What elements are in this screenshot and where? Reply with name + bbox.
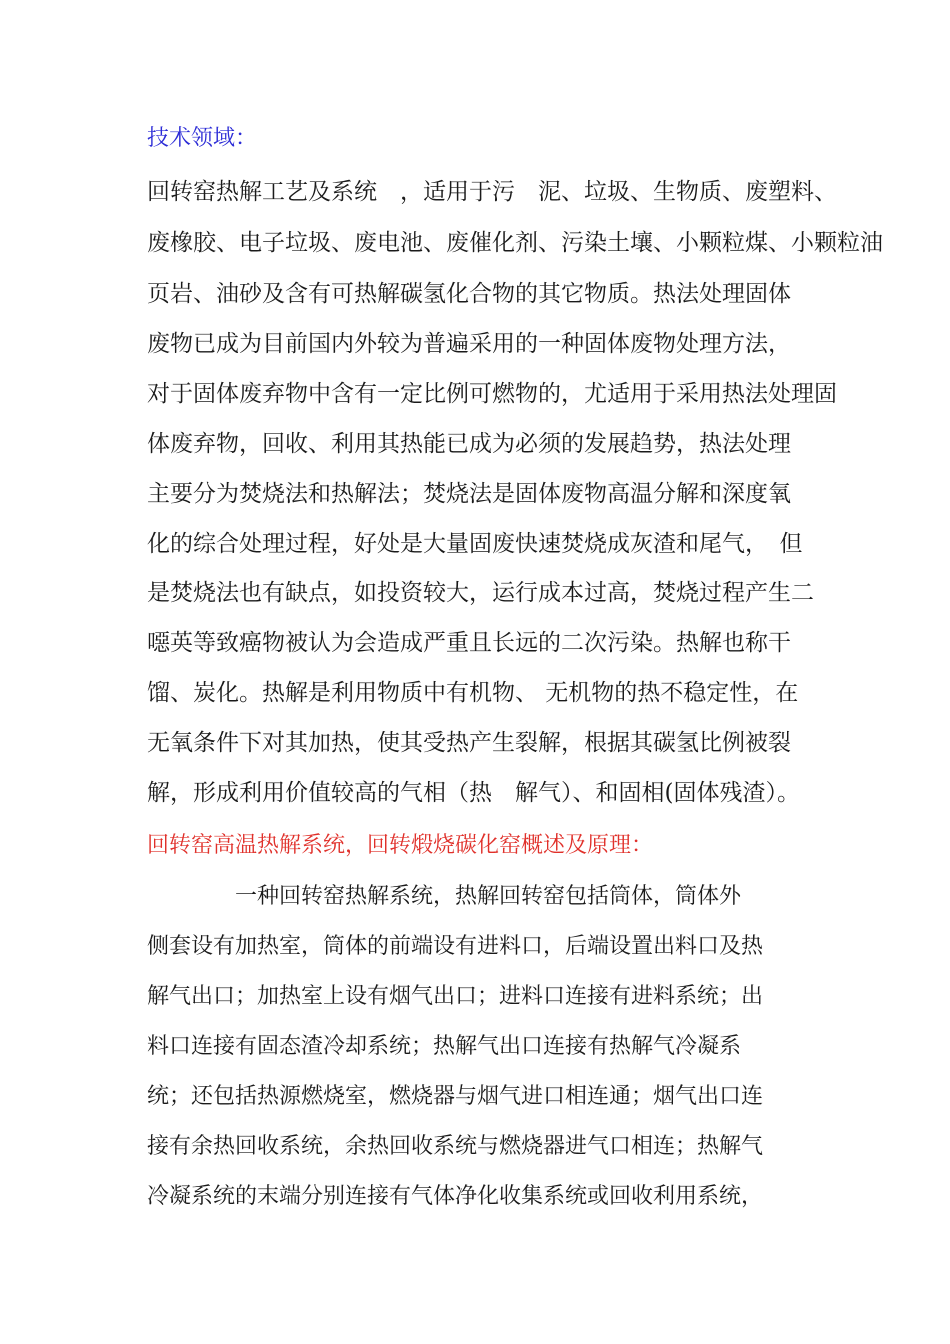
paragraph-line: 接有余热回收系统，余热回收系统与燃烧器进气口相连；热解气	[147, 1134, 764, 1159]
section-heading-system-overview: 回转窑高温热解系统，回转煅烧碳化窑概述及原理：	[147, 833, 654, 858]
paragraph-line: 废物已成为目前国内外较为普遍采用的一种固体废物处理方法，	[147, 331, 791, 357]
paragraph-line: 统；还包括热源燃烧室，燃烧器与烟气进口相连通；烟气出口连	[147, 1084, 764, 1109]
paragraph-line: 解，形成利用价值较高的气相（热 解气）、和固相(固体残渣）。	[147, 780, 800, 806]
paragraph-line: 馏、炭化。热解是利用物质中有机物、 无机物的热不稳定性，在	[147, 680, 799, 706]
paragraph-line: 对于固体废弃物中含有一定比例可燃物的，尤适用于采用热法处理固	[147, 381, 837, 407]
paragraph-line: 废橡胶、电子垃圾、废电池、废催化剂、污染土壤、小颗粒煤、小颗粒油	[147, 230, 883, 256]
paragraph-line: 噁英等致癌物被认为会造成严重且长远的二次污染。热解也称干	[147, 630, 791, 656]
paragraph-line: 解气出口；加热室上设有烟气出口；进料口连接有进料系统；出	[147, 984, 764, 1009]
section-heading-technical-field: 技术领域：	[147, 126, 258, 151]
paragraph-line: 是焚烧法也有缺点，如投资较大，运行成本过高，焚烧过程产生二	[147, 580, 814, 606]
paragraph-line: 化的综合处理过程，好处是大量固废快速焚烧成灰渣和尾气， 但	[147, 531, 803, 557]
paragraph-line: 回转窑热解工艺及系统 ，适用于污 泥、垃圾、生物质、废塑料、	[147, 179, 837, 205]
paragraph-line: 体废弃物，回收、利用其热能已成为必须的发展趋势，热法处理	[147, 431, 791, 457]
paragraph-line: 主要分为焚烧法和热解法；焚烧法是固体废物高温分解和深度氧	[147, 481, 791, 507]
paragraph-line: 一种回转窑热解系统，热解回转窑包括筒体，筒体外	[147, 884, 742, 909]
paragraph-line: 无氧条件下对其加热，使其受热产生裂解，根据其碳氢比例被裂	[147, 730, 791, 756]
paragraph-line: 料口连接有固态渣冷却系统；热解气出口连接有热解气冷凝系	[147, 1034, 742, 1059]
paragraph-line: 页岩、油砂及含有可热解碳氢化合物的其它物质。热法处理固体	[147, 281, 791, 307]
paragraph-line: 冷凝系统的末端分别连接有气体净化收集系统或回收利用系统，	[147, 1184, 764, 1209]
paragraph-line: 侧套设有加热室，筒体的前端设有进料口，后端设置出料口及热	[147, 934, 764, 959]
